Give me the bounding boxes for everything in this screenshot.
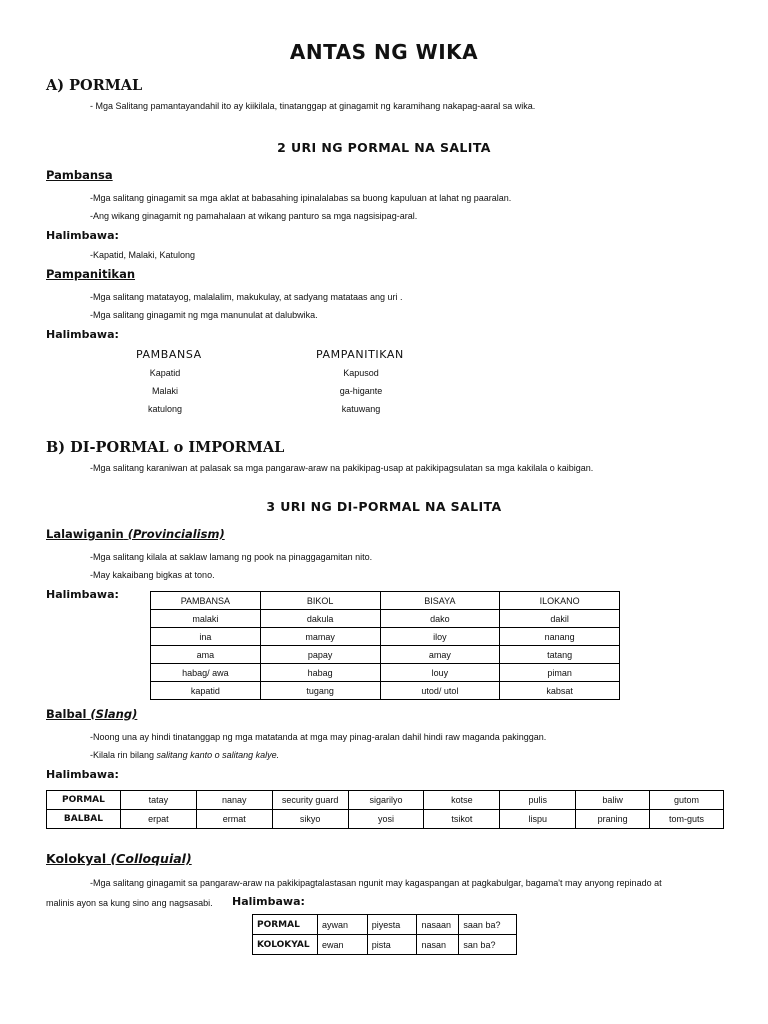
pambansa-line-1: -Mga salitang ginagamit sa mga aklat at babasahing ipinalalabas sa buong kapuluan at lahat ng paaralan. xyxy=(90,193,512,203)
table-cell: tatang xyxy=(500,646,620,664)
dipormal-description: -Mga salitang karaniwan at palasak sa mga pangaraw-araw na pakikipag-usap at pakikipagsulatan sa mga kakilala o kaibigan. xyxy=(90,463,594,473)
table-cell: pulis xyxy=(500,791,576,810)
lalawiganin-line-2: -May kakaibang bigkas at tono. xyxy=(90,570,215,580)
compare-pampanitikan-item: katuwang xyxy=(341,404,381,414)
pambansa-halimbawa-label: Halimbawa: xyxy=(46,229,119,242)
table-cell: security guard xyxy=(272,791,348,810)
balbal-table xyxy=(46,790,724,829)
pambansa-example: -Kapatid, Malaki, Katulong xyxy=(90,250,196,260)
table-cell: tugang xyxy=(260,682,380,700)
compare-pampanitikan-item: Kapusod xyxy=(343,368,379,378)
compare-pambansa-item: Malaki xyxy=(151,386,178,396)
table-cell: dako xyxy=(380,610,500,628)
section-heading-dipormal: B) DI-PORMAL o IMPORMAL xyxy=(46,439,285,456)
table-cell: saan ba? xyxy=(459,915,517,935)
table-row xyxy=(151,628,620,646)
table-cell: amay xyxy=(380,646,500,664)
table-row xyxy=(151,664,620,682)
table-cell: tsikot xyxy=(424,810,500,829)
table-cell: habag xyxy=(260,664,380,682)
table-row xyxy=(47,791,724,810)
table-cell: utod/ utol xyxy=(380,682,500,700)
section-heading-pormal: A) PORMAL xyxy=(46,77,143,94)
table-row-label: PORMAL xyxy=(253,915,318,935)
kolokyal-title: Kolokyal xyxy=(46,851,107,866)
pampanitikan-halimbawa-label: Halimbawa: xyxy=(46,328,119,341)
table-cell: erpat xyxy=(120,810,196,829)
table-row xyxy=(47,810,724,829)
pampanitikan-line-1: -Mga salitang matatayog, malalalim, makukulay, at sadyang matataas ang uri . xyxy=(90,292,403,302)
balbal-title: Balbal xyxy=(46,707,87,721)
pambansa-line-2: -Ang wikang ginagamit ng pamahalaan at wikang panturo sa mga nagsisipag-aral. xyxy=(90,211,418,221)
table-cell: yosi xyxy=(348,810,424,829)
table-cell: pista xyxy=(367,935,417,955)
kolokyal-halimbawa-label: Halimbawa: xyxy=(232,895,305,908)
table-header-cell: ILOKANO xyxy=(500,592,620,610)
balbal-line-2-italic: salitang kanto o salitang kalye. xyxy=(156,750,280,760)
kolokyal-heading xyxy=(46,851,192,866)
balbal-halimbawa-label: Halimbawa: xyxy=(46,768,119,781)
table-cell: ewan xyxy=(317,935,367,955)
table-cell: tatay xyxy=(120,791,196,810)
pambansa-heading: Pambansa xyxy=(46,168,113,182)
table-row xyxy=(151,682,620,700)
table-cell: habag/ awa xyxy=(151,664,261,682)
kolokyal-english: (Colloquial) xyxy=(110,851,192,866)
table-cell: mamay xyxy=(260,628,380,646)
table-cell: sigarilyo xyxy=(348,791,424,810)
balbal-heading xyxy=(46,707,137,721)
pampanitikan-heading: Pampanitikan xyxy=(46,267,136,281)
compare-pambansa-item: Kapatid xyxy=(149,368,181,378)
pormal-types-heading: 2 URI NG PORMAL NA SALITA xyxy=(277,140,491,155)
table-cell: dakil xyxy=(500,610,620,628)
kolokyal-line-1: -Mga salitang ginagamit sa pangaraw-araw na pakikipagtalastasan ngunit may kagaspangan at pagkabulgar, bagama't may anyong repinado at xyxy=(90,878,662,888)
lalawiganin-english: (Provincialism) xyxy=(127,527,225,541)
table-row-label: BALBAL xyxy=(47,810,121,829)
table-cell: papay xyxy=(260,646,380,664)
table-cell: piyesta xyxy=(367,915,417,935)
table-cell: louy xyxy=(380,664,500,682)
table-row xyxy=(151,610,620,628)
page-title: ANTAS NG WIKA xyxy=(289,40,479,64)
lalawiganin-table xyxy=(150,591,620,700)
table-cell: nanay xyxy=(196,791,272,810)
table-cell: piman xyxy=(500,664,620,682)
table-cell: nanang xyxy=(500,628,620,646)
table-header-row xyxy=(151,592,620,610)
table-cell: praning xyxy=(576,810,650,829)
table-header-cell: BIKOL xyxy=(260,592,380,610)
table-cell: kapatid xyxy=(151,682,261,700)
dipormal-types-heading: 3 URI NG DI-PORMAL NA SALITA xyxy=(266,499,502,514)
table-row-label: KOLOKYAL xyxy=(253,935,318,955)
balbal-line-2 xyxy=(90,750,279,760)
compare-header-pambansa: PAMBANSA xyxy=(136,348,202,361)
table-row xyxy=(253,935,517,955)
kolokyal-line-2: malinis ayon sa kung sino ang nagsasabi. xyxy=(46,898,213,908)
table-row-label: PORMAL xyxy=(47,791,121,810)
table-cell: kotse xyxy=(424,791,500,810)
lalawiganin-title: Lalawiganin xyxy=(46,527,124,541)
balbal-line-2-prefix: -Kilala rin bilang xyxy=(90,750,157,760)
table-header-cell: PAMBANSA xyxy=(151,592,261,610)
table-cell: sikyo xyxy=(272,810,348,829)
kolokyal-table xyxy=(252,914,517,955)
balbal-english: (Slang) xyxy=(90,707,138,721)
lalawiganin-halimbawa-label: Halimbawa: xyxy=(46,588,119,601)
compare-pampanitikan-item: ga-higante xyxy=(339,386,383,396)
compare-pambansa-item: katulong xyxy=(147,404,183,414)
pormal-description: - Mga Salitang pamantayandahil ito ay kiikilala, tinatanggap at ginagamit ng karamihang nakapag-aaral sa wika. xyxy=(90,101,536,111)
table-cell: ermat xyxy=(196,810,272,829)
balbal-line-1: -Noong una ay hindi tinatanggap ng mga matatanda at mga may pinag-aralan dahil hindi raw maganda pakinggan. xyxy=(90,732,547,742)
lalawiganin-heading xyxy=(46,527,225,541)
table-cell: ina xyxy=(151,628,261,646)
table-row xyxy=(253,915,517,935)
table-cell: malaki xyxy=(151,610,261,628)
table-header-cell: BISAYA xyxy=(380,592,500,610)
table-cell: iloy xyxy=(380,628,500,646)
table-cell: kabsat xyxy=(500,682,620,700)
table-cell: gutom xyxy=(650,791,724,810)
table-cell: tom-guts xyxy=(650,810,724,829)
table-cell: lispu xyxy=(500,810,576,829)
table-row xyxy=(151,646,620,664)
table-cell: baliw xyxy=(576,791,650,810)
table-cell: aywan xyxy=(317,915,367,935)
table-cell: dakula xyxy=(260,610,380,628)
table-cell: ama xyxy=(151,646,261,664)
table-cell: san ba? xyxy=(459,935,517,955)
table-cell: nasaan xyxy=(417,915,459,935)
table-cell: nasan xyxy=(417,935,459,955)
pampanitikan-line-2: -Mga salitang ginagamit ng mga manunulat at dalubwika. xyxy=(90,310,318,320)
compare-header-pampanitikan: PAMPANITIKAN xyxy=(316,348,404,361)
lalawiganin-line-1: -Mga salitang kilala at saklaw lamang ng pook na pinaggagamitan nito. xyxy=(90,552,373,562)
